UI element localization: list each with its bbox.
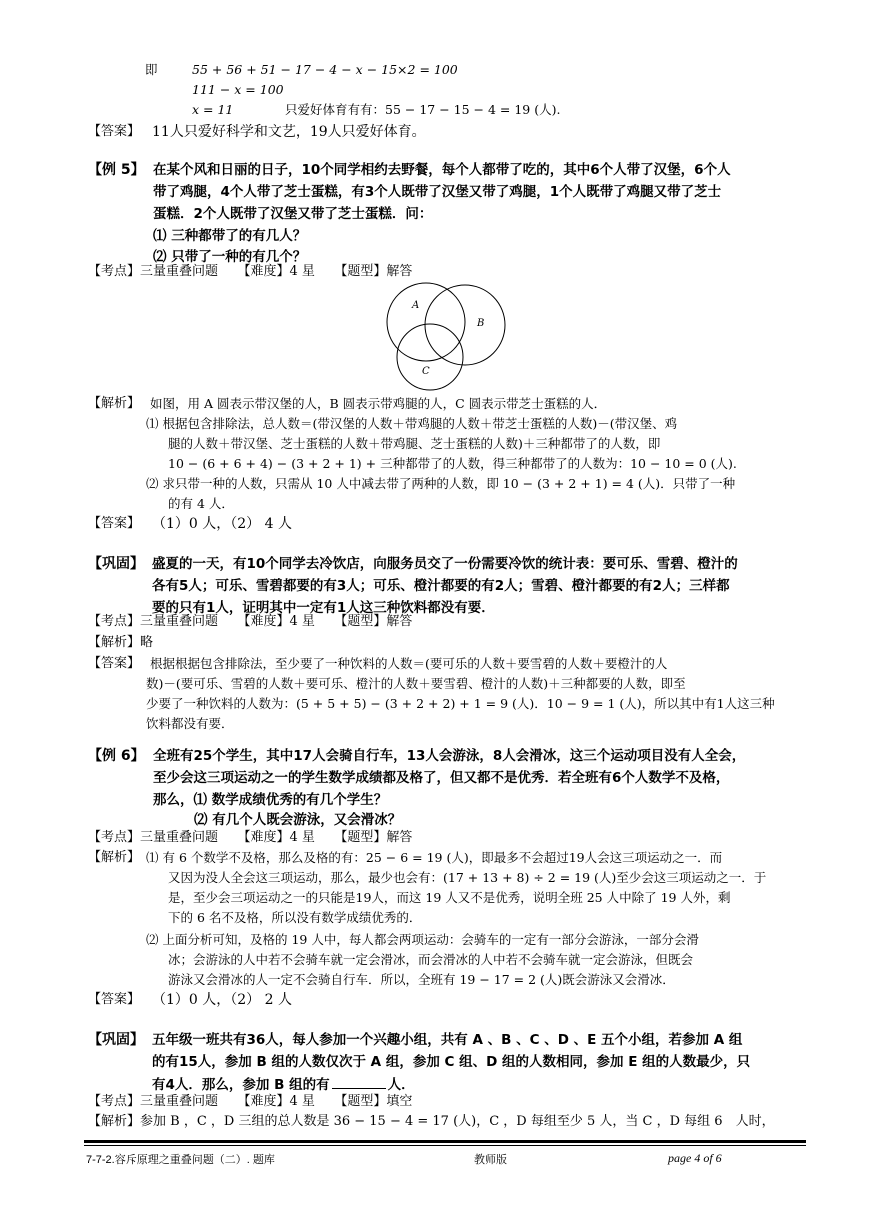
example-6-answer: （1）0 人，（2） 2 人 bbox=[152, 992, 292, 1008]
venn-circle-a bbox=[387, 283, 465, 361]
example-5-part2-line: ⑵ 求只带一种的人数，只需从 10 人中减去带了两种的人数，即 10 − (3 + 2 + 1) = 4 (人)．只带了一种 bbox=[146, 476, 736, 491]
example-5-subquestion: ⑵ 只带了一种的有几个？ bbox=[153, 249, 307, 265]
example-6-question-line: ⑵ 有几个人既会游泳，又会滑冰？ bbox=[194, 812, 402, 828]
consolidation-1-answer-line: 饮料都没有要． bbox=[146, 716, 234, 731]
example-5-answer: （1）0 人，（2） 4 人 bbox=[152, 516, 292, 532]
example-6-question-line: 至少会这三项运动之一的学生数学成绩都及格了，但又都不是优秀．若全班有6个人数学不及格， bbox=[153, 770, 730, 786]
example-6-question-line: 全班有25个学生，其中17人会骑自行车，13人会游泳，8人会滑冰，这三个运动项目没有人全会， bbox=[153, 748, 746, 764]
footer-center: 教师版 bbox=[474, 1154, 507, 1166]
equation-1: 55 + 56 + 51 − 17 − 4 − x − 15×2 = 100 bbox=[192, 62, 458, 77]
example-6-meta: 【考点】三量重叠问题 【难度】4 星 【题型】解答 bbox=[88, 830, 413, 845]
example-5-meta: 【考点】三量重叠问题 【难度】4 星 【题型】解答 bbox=[88, 264, 413, 279]
example-6-question-line: 那么，⑴ 数学成绩优秀的有几个学生？ bbox=[153, 792, 388, 808]
consolidation-1-question-line: 盛夏的一天，有10个同学去冷饮店，向服务员交了一份需要冷饮的统计表：要可乐、雪碧、橙汁的 bbox=[152, 556, 738, 572]
consolidation-2-question-line: 的有15人，参加 B 组的人数仅次于 A 组，参加 C 组、D 组的人数相同，参加 E 组的人数最少，只 bbox=[152, 1054, 751, 1070]
answer-text: 11人只爱好科学和文艺，19人只爱好体育。 bbox=[152, 124, 426, 140]
venn-circle-c bbox=[397, 324, 463, 390]
consolidation-1-label: 【巩固】 bbox=[88, 556, 144, 572]
example-6-jiexi-label: 【解析】 bbox=[88, 850, 141, 865]
example-6-part1-line: ⑴ 有 6 个数学不及格，那么及格的有：25 − 6 = 19 (人)，即最多不会超过19人会这三项运动之一．而 bbox=[146, 850, 723, 865]
example-5-answer-label: 【答案】 bbox=[88, 516, 141, 531]
consolidation-2-question-line: 五年级一班共有36人，每人参加一个兴趣小组，共有 A 、B 、C 、D 、E 五个小组，若参加 A 组 bbox=[152, 1032, 743, 1048]
example-5-subquestion: ⑴ 三种都带了的有几人？ bbox=[153, 228, 307, 244]
consolidation-1-meta: 【考点】三量重叠问题 【难度】4 星 【题型】解答 bbox=[88, 614, 413, 629]
consolidation-2-meta: 【考点】三量重叠问题 【难度】4 星 【题型】填空 bbox=[88, 1094, 413, 1109]
consolidation-2-label: 【巩固】 bbox=[88, 1032, 144, 1048]
example-5-question-line: 在某个风和日丽的日子，10个同学相约去野餐，每个人都带了吃的，其中6个人带了汉堡，6个人 bbox=[153, 162, 731, 178]
consolidation-1-question-line: 要的只有1人，证明其中一定有1人这三种饮料都没有要． bbox=[152, 600, 495, 616]
consolidation-1-question-line: 各有5人；可乐、雪碧都要的有3人；可乐、橙汁都要的有2人；雪碧、橙汁都要的有2人；三样都 bbox=[152, 578, 730, 594]
venn-label-b: B bbox=[477, 318, 485, 329]
example-6-part2-line: ⑵ 上面分析可知，及格的 19 人中，每人都会两项运动：会骑车的一定有一部分会游泳，一部分会滑 bbox=[146, 932, 699, 947]
equation-2: 111 − x = 100 bbox=[192, 82, 284, 97]
example-5-jiexi-label: 【解析】 bbox=[88, 396, 141, 411]
consolidation-1-answer-line: 少要了一种饮料的人数为：(5 + 5 + 5) − (3 + 2 + 2) + 1 = 9 (人)．10 − 9 = 1 (人)，所以其中有1人这三种 bbox=[146, 696, 775, 711]
example-5-part1-line: 10 − (6 + 6 + 4) − (3 + 2 + 1) + 三种都带了的人数，得三种都带了的人数为：10 − 10 = 0 (人). bbox=[168, 456, 737, 471]
ji-label: 即 bbox=[145, 62, 158, 77]
footer-rule bbox=[84, 1145, 806, 1146]
consolidation-2-jiexi: 【解析】参加 B ，C ，D 三组的总人数是 36 − 15 − 4 = 17 (人)，C ，D 每组至少 5 人，当 C ，D 每组 6 人时， bbox=[88, 1114, 775, 1129]
example-6-answer-label: 【答案】 bbox=[88, 992, 141, 1007]
equation-3: x = 11 bbox=[192, 102, 234, 117]
example-6-part2-line: 游泳又会滑冰的人一定不会骑自行车．所以，全班有 19 − 17 = 2 (人)既会游泳又会滑冰． bbox=[168, 972, 675, 987]
example-5-jiexi-intro: 如图，用 A 圆表示带汉堡的人，B 圆表示带鸡腿的人，C 圆表示带芝士蛋糕的人． bbox=[150, 396, 607, 411]
example-6-part1-line: 下的 6 名不及格，所以没有数学成绩优秀的． bbox=[168, 910, 422, 925]
venn-label-a: A bbox=[412, 300, 420, 311]
consolidation-1-jiexi: 【解析】略 bbox=[88, 635, 154, 650]
consolidation-1-answer-label: 【答案】 bbox=[88, 656, 141, 671]
consolidation-1-answer-line: 数)－(要可乐、雪碧的人数＋要可乐、橙汁的人数＋要雪碧、橙汁的人数)＋三种都要的人数，即至 bbox=[146, 676, 686, 691]
only-sport-line: 只爱好体育有有：55 − 17 − 15 − 4 = 19 (人). bbox=[285, 102, 561, 117]
fill-in-blank bbox=[332, 1074, 386, 1089]
footer-page-number: page 4 of 6 bbox=[668, 1151, 722, 1165]
footer-left: 7-7-2.容斥原理之重叠问题（二）. 题库 bbox=[86, 1154, 275, 1166]
venn-label-c: C bbox=[422, 366, 430, 377]
footer-rule bbox=[84, 1140, 806, 1143]
consolidation-2-question-text: 人． bbox=[387, 1077, 415, 1093]
example-5-part2-line: 的有 4 人． bbox=[168, 496, 234, 511]
example-5-question-line: 带了鸡腿，4个人带了芝士蛋糕，有3个人既带了汉堡又带了鸡腿，1个人既带了鸡腿又带了芝士 bbox=[153, 184, 722, 200]
example-6-part1-line: 又因为没人全会这三项运动，那么，最少也会有：(17 + 13 + 8) ÷ 2 = 19 (人)至少会这三项运动之一．于 bbox=[168, 870, 767, 885]
consolidation-2-question-text: 有4人．那么，参加 B 组的有 bbox=[152, 1077, 330, 1093]
example-5-part1-line: ⑴ 根据包含排除法，总人数＝(带汉堡的人数＋带鸡腿的人数＋带芝士蛋糕的人数)－(带汉堡、鸡 bbox=[146, 416, 678, 431]
example-6-part1-line: 是，至少会三项运动之一的只能是19人，而这 19 人又不是优秀，说明全班 25 人中除了 19 人外，剩 bbox=[168, 890, 731, 905]
venn-diagram bbox=[380, 280, 510, 392]
answer-label: 【答案】 bbox=[88, 124, 141, 139]
example-6-part2-line: 冰；会游泳的人中若不会骑车就一定会滑冰，而会滑冰的人中若不会骑车就一定会游泳，但既会 bbox=[168, 952, 694, 967]
example-5-part1-line: 腿的人数＋带汉堡、芝士蛋糕的人数＋带鸡腿、芝士蛋糕的人数)＋三种都带了的人数，即 bbox=[168, 436, 661, 451]
consolidation-1-answer-line: 根据根据包含排除法，至少要了一种饮料的人数＝(要可乐的人数＋要雪碧的人数＋要橙汁的人 bbox=[150, 656, 668, 671]
example-6-label: 【例 6】 bbox=[88, 748, 145, 764]
example-5-question-line: 蛋糕．2个人既带了汉堡又带了芝士蛋糕．问： bbox=[153, 206, 433, 222]
example-5-label: 【例 5】 bbox=[88, 162, 145, 178]
